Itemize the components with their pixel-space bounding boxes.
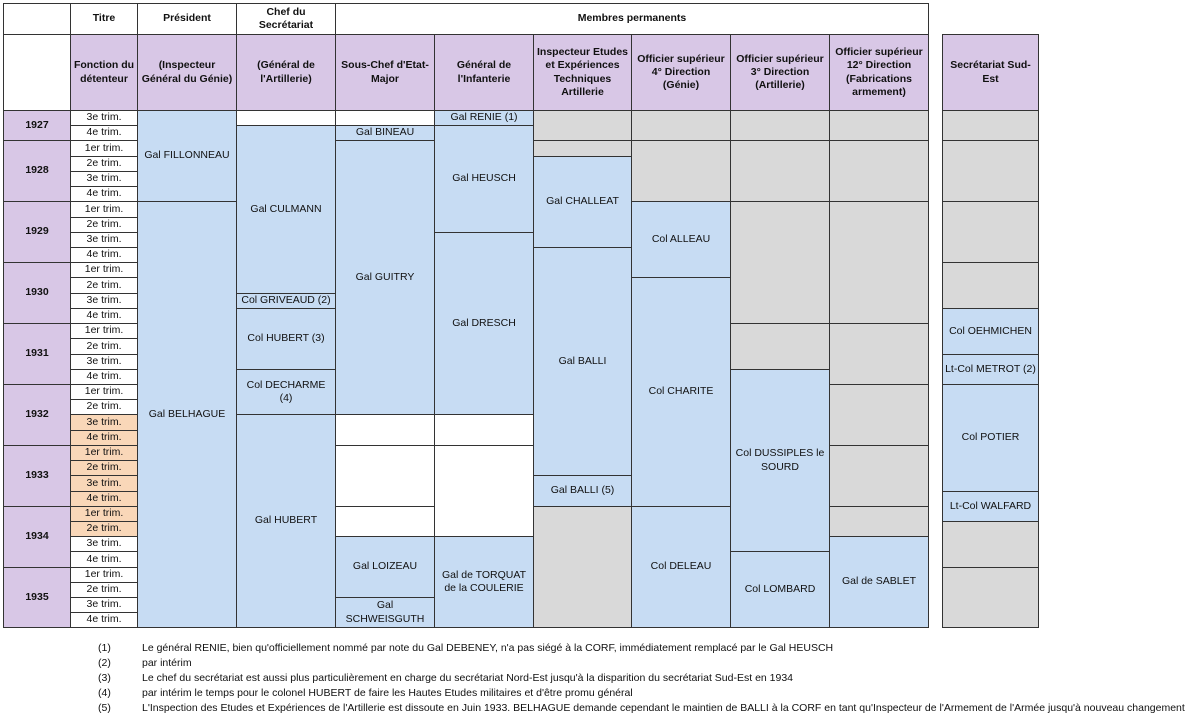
trimester-cell: 1er trim. (70, 262, 138, 278)
trimester-cell: 4e trim. (70, 612, 138, 628)
empty-cell (730, 140, 830, 202)
header-president: Président (137, 3, 237, 35)
trimester-cell: 2e trim. (70, 277, 138, 294)
trimester-cell: 2e trim. (70, 399, 138, 415)
empty-cell (942, 262, 1039, 309)
trimester-cell: 3e trim. (70, 110, 138, 126)
person-decharme: Col DECHARME (4) (236, 369, 336, 415)
person-alleau: Col ALLEAU (631, 201, 731, 278)
empty-cell (434, 414, 534, 446)
person-loizeau: Gal LOIZEAU (335, 536, 435, 598)
empty-cell (631, 140, 731, 202)
empty-cell (236, 110, 336, 126)
header-chef: Chef du Secrétariat (236, 3, 336, 35)
person-walfard: Lt-Col WALFARD (942, 491, 1039, 522)
person-hubert_col: Col HUBERT (3) (236, 308, 336, 370)
person-culmann: Gal CULMANN (236, 125, 336, 294)
person-schweisguth: Gal SCHWEISGUTH (335, 597, 435, 628)
year-cell: 1928 (3, 140, 71, 202)
trimester-cell: 2e trim. (70, 338, 138, 355)
person-sablet: Gal de SABLET (829, 536, 929, 628)
person-torquat: Gal de TORQUAT de la COULERIE (434, 536, 534, 628)
trimester-cell: 1er trim. (70, 445, 138, 461)
year-cell: 1933 (3, 445, 71, 507)
header-sous-chef: Sous-Chef d'Etat-Major (335, 34, 435, 111)
header-officier-12: Officier supérieur 12° Direction (Fabrications armement) (829, 34, 929, 111)
person-fillonneau: Gal FILLONNEAU (137, 110, 237, 202)
empty-cell (730, 110, 830, 141)
empty-cell (829, 323, 929, 385)
empty-cell (533, 110, 632, 141)
empty-cell (335, 445, 435, 507)
empty-cell (829, 506, 929, 537)
empty-cell (829, 110, 929, 141)
header-membres: Membres permanents (335, 3, 929, 35)
trimester-cell: 1er trim. (70, 384, 138, 400)
person-oehmichen: Col OEHMICHEN (942, 308, 1039, 355)
trimester-cell: 2e trim. (70, 582, 138, 598)
trimester-cell: 3e trim. (70, 293, 138, 309)
year-cell: 1935 (3, 567, 71, 628)
trimester-cell: 2e trim. (70, 521, 138, 537)
year-cell: 1932 (3, 384, 71, 446)
corner-empty (3, 3, 71, 35)
trimester-cell: 2e trim. (70, 460, 138, 476)
trimester-cell: 3e trim. (70, 414, 138, 431)
person-charite: Col CHARITE (631, 277, 731, 507)
trimester-cell: 3e trim. (70, 354, 138, 370)
empty-cell (942, 110, 1039, 141)
trimester-cell: 4e trim. (70, 369, 138, 385)
person-lombard: Col LOMBARD (730, 551, 830, 628)
empty-cell (942, 140, 1039, 202)
trimester-cell: 1er trim. (70, 506, 138, 522)
empty-cell (730, 201, 830, 324)
trimester-cell: 4e trim. (70, 430, 138, 446)
person-belhague: Gal BELHAGUE (137, 201, 237, 628)
empty-cell (942, 521, 1039, 568)
empty-cell (631, 110, 731, 141)
trimester-cell: 3e trim. (70, 475, 138, 492)
header-inspecteur-etudes: Inspecteur Etudes et Expériences Techniques Artillerie (533, 34, 632, 111)
person-deleau: Col DELEAU (631, 506, 731, 628)
trimester-cell: 3e trim. (70, 597, 138, 613)
header-fonction: Fonction du détenteur (70, 34, 138, 111)
header-president-role: (Inspecteur Général du Génie) (137, 34, 237, 111)
header-chef-role: (Général de l'Artillerie) (236, 34, 336, 111)
trimester-cell: 1er trim. (70, 140, 138, 157)
year-cell: 1930 (3, 262, 71, 324)
empty-cell (335, 110, 435, 126)
header-officier-3: Officier supérieur 3° Direction (Artillerie) (730, 34, 830, 111)
trimester-cell: 4e trim. (70, 308, 138, 324)
trimester-cell: 3e trim. (70, 232, 138, 248)
empty-cell (730, 323, 830, 370)
empty-cell (829, 445, 929, 507)
empty-cell (335, 506, 435, 537)
trimester-cell: 2e trim. (70, 156, 138, 172)
trimester-cell: 1er trim. (70, 323, 138, 339)
header-officier-4: Officier supérieur 4° Direction (Génie) (631, 34, 731, 111)
person-balli5: Gal BALLI (5) (533, 475, 632, 507)
trimester-cell: 1er trim. (70, 567, 138, 583)
year-cell: 1931 (3, 323, 71, 385)
person-dresch: Gal DRESCH (434, 232, 534, 415)
person-potier: Col POTIER (942, 384, 1039, 492)
trimester-cell: 4e trim. (70, 491, 138, 507)
empty-cell (434, 445, 534, 537)
trimester-cell: 4e trim. (70, 125, 138, 141)
trimester-cell: 4e trim. (70, 551, 138, 568)
empty-cell (942, 567, 1039, 628)
header-general-infanterie: Général de l'Infanterie (434, 34, 534, 111)
empty-cell (335, 414, 435, 446)
person-heusch: Gal HEUSCH (434, 125, 534, 233)
person-griveaud: Col GRIVEAUD (2) (236, 293, 336, 309)
header-titre: Titre (70, 3, 138, 35)
person-metrot: Lt-Col METROT (2) (942, 354, 1039, 385)
person-renie: Gal RENIE (1) (434, 110, 534, 126)
person-hubert_gal: Gal HUBERT (236, 414, 336, 628)
person-bineau: Gal BINEAU (335, 125, 435, 141)
trimester-cell: 4e trim. (70, 247, 138, 263)
person-balli: Gal BALLI (533, 247, 632, 476)
year-cell: 1927 (3, 110, 71, 141)
empty-cell (829, 384, 929, 446)
trimester-cell: 3e trim. (70, 536, 138, 552)
trimester-cell: 1er trim. (70, 201, 138, 218)
empty-cell (533, 506, 632, 628)
header-secretariat-sud-est: Secrétariat Sud-Est (942, 34, 1039, 111)
person-guitry: Gal GUITRY (335, 140, 435, 415)
empty-cell (829, 140, 929, 202)
year-cell: 1934 (3, 506, 71, 568)
person-challeat: Gal CHALLEAT (533, 156, 632, 248)
person-dussiples: Col DUSSIPLES le SOURD (730, 369, 830, 552)
trimester-cell: 4e trim. (70, 186, 138, 202)
corner-empty-2 (3, 34, 71, 111)
empty-cell (533, 140, 632, 157)
empty-cell (829, 201, 929, 324)
trimester-cell: 2e trim. (70, 217, 138, 233)
empty-cell (942, 201, 1039, 263)
year-cell: 1929 (3, 201, 71, 263)
trimester-cell: 3e trim. (70, 171, 138, 187)
